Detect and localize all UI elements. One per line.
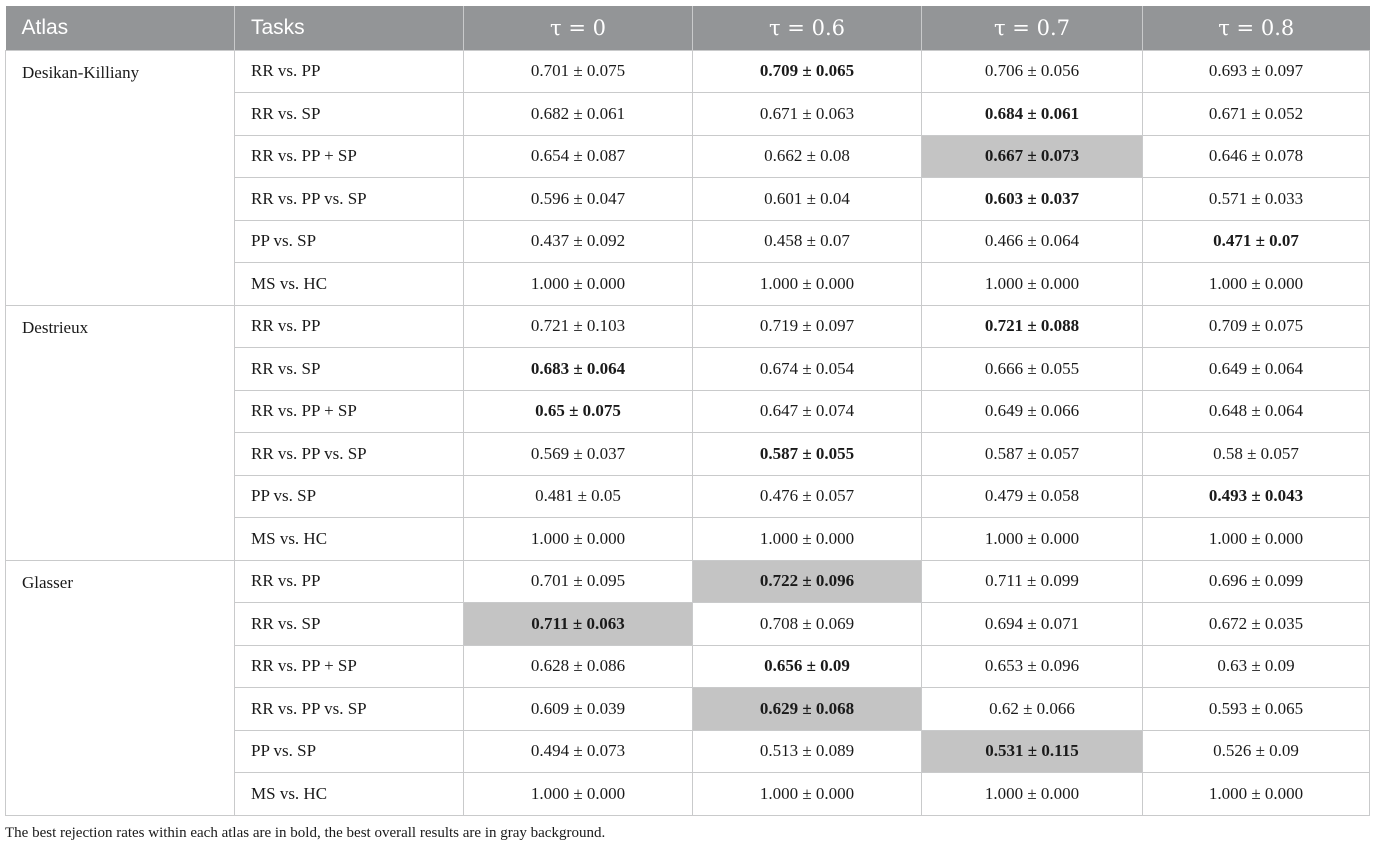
value-cell: 0.476 ± 0.057 — [693, 475, 922, 518]
value-cell: 1.000 ± 0.000 — [1143, 518, 1370, 561]
header-tau-0-8: τ = 0.8 — [1143, 6, 1370, 50]
task-cell: RR vs. PP — [235, 50, 464, 93]
value-cell: 0.494 ± 0.073 — [464, 730, 693, 773]
value-cell: 1.000 ± 0.000 — [1143, 263, 1370, 306]
table-row — [6, 50, 1370, 93]
value-cell: 0.656 ± 0.09 — [693, 645, 922, 688]
value-cell: 0.672 ± 0.035 — [1143, 603, 1370, 646]
header-tau-0-7: τ = 0.7 — [922, 6, 1143, 50]
value-cell: 0.667 ± 0.073 — [922, 135, 1143, 178]
value-cell: 0.696 ± 0.099 — [1143, 560, 1370, 603]
value-cell: 1.000 ± 0.000 — [922, 518, 1143, 561]
value-cell: 0.721 ± 0.088 — [922, 305, 1143, 348]
task-cell: MS vs. HC — [235, 263, 464, 306]
table-header — [6, 6, 1370, 50]
task-cell: PP vs. SP — [235, 475, 464, 518]
task-cell: RR vs. PP vs. SP — [235, 433, 464, 476]
header-row — [6, 6, 1370, 50]
value-cell: 1.000 ± 0.000 — [922, 773, 1143, 816]
value-cell: 0.671 ± 0.063 — [693, 93, 922, 136]
value-cell: 0.674 ± 0.054 — [693, 348, 922, 391]
value-cell: 1.000 ± 0.000 — [464, 263, 693, 306]
task-cell: MS vs. HC — [235, 518, 464, 561]
task-cell: RR vs. PP + SP — [235, 645, 464, 688]
value-cell: 0.587 ± 0.055 — [693, 433, 922, 476]
task-cell: RR vs. PP — [235, 305, 464, 348]
value-cell: 0.481 ± 0.05 — [464, 475, 693, 518]
task-cell: RR vs. PP — [235, 560, 464, 603]
value-cell: 0.683 ± 0.064 — [464, 348, 693, 391]
value-cell: 0.458 ± 0.07 — [693, 220, 922, 263]
value-cell: 0.471 ± 0.07 — [1143, 220, 1370, 263]
value-cell: 1.000 ± 0.000 — [464, 518, 693, 561]
value-cell: 0.609 ± 0.039 — [464, 688, 693, 731]
table-body — [6, 50, 1370, 815]
header-atlas: Atlas — [6, 6, 235, 50]
value-cell: 1.000 ± 0.000 — [922, 263, 1143, 306]
value-cell: 0.649 ± 0.066 — [922, 390, 1143, 433]
value-cell: 0.646 ± 0.078 — [1143, 135, 1370, 178]
value-cell: 0.666 ± 0.055 — [922, 348, 1143, 391]
table-footnote: The best rejection rates within each atlas are in bold, the best overall results are in gray background. — [5, 825, 606, 841]
value-cell: 0.648 ± 0.064 — [1143, 390, 1370, 433]
value-cell: 0.649 ± 0.064 — [1143, 348, 1370, 391]
value-cell: 0.65 ± 0.075 — [464, 390, 693, 433]
value-cell: 0.694 ± 0.071 — [922, 603, 1143, 646]
value-cell: 0.662 ± 0.08 — [693, 135, 922, 178]
value-cell: 0.671 ± 0.052 — [1143, 93, 1370, 136]
value-cell: 0.601 ± 0.04 — [693, 178, 922, 221]
value-cell: 0.722 ± 0.096 — [693, 560, 922, 603]
value-cell: 0.628 ± 0.086 — [464, 645, 693, 688]
value-cell: 0.721 ± 0.103 — [464, 305, 693, 348]
header-tau-0-6: τ = 0.6 — [693, 6, 922, 50]
task-cell: MS vs. HC — [235, 773, 464, 816]
task-cell: RR vs. PP vs. SP — [235, 178, 464, 221]
value-cell: 0.647 ± 0.074 — [693, 390, 922, 433]
results-table — [5, 6, 1370, 816]
atlas-name-cell: Desikan-Killiany — [6, 50, 235, 305]
value-cell: 1.000 ± 0.000 — [693, 518, 922, 561]
value-cell: 0.531 ± 0.115 — [922, 730, 1143, 773]
header-tau-0: τ = 0 — [464, 6, 693, 50]
value-cell: 0.596 ± 0.047 — [464, 178, 693, 221]
value-cell: 0.629 ± 0.068 — [693, 688, 922, 731]
value-cell: 0.587 ± 0.057 — [922, 433, 1143, 476]
value-cell: 0.526 ± 0.09 — [1143, 730, 1370, 773]
value-cell: 0.701 ± 0.095 — [464, 560, 693, 603]
value-cell: 0.493 ± 0.043 — [1143, 475, 1370, 518]
task-cell: RR vs. SP — [235, 348, 464, 391]
task-cell: RR vs. SP — [235, 93, 464, 136]
task-cell: PP vs. SP — [235, 730, 464, 773]
header-tasks: Tasks — [235, 6, 464, 50]
table-row — [6, 560, 1370, 603]
value-cell: 0.682 ± 0.061 — [464, 93, 693, 136]
results-table-container — [5, 6, 1369, 816]
value-cell: 0.593 ± 0.065 — [1143, 688, 1370, 731]
value-cell: 0.654 ± 0.087 — [464, 135, 693, 178]
value-cell: 1.000 ± 0.000 — [693, 263, 922, 306]
value-cell: 0.569 ± 0.037 — [464, 433, 693, 476]
value-cell: 0.603 ± 0.037 — [922, 178, 1143, 221]
value-cell: 0.709 ± 0.075 — [1143, 305, 1370, 348]
value-cell: 0.709 ± 0.065 — [693, 50, 922, 93]
value-cell: 0.479 ± 0.058 — [922, 475, 1143, 518]
value-cell: 0.706 ± 0.056 — [922, 50, 1143, 93]
value-cell: 1.000 ± 0.000 — [464, 773, 693, 816]
atlas-name-cell: Destrieux — [6, 305, 235, 560]
value-cell: 0.711 ± 0.099 — [922, 560, 1143, 603]
task-cell: RR vs. PP + SP — [235, 390, 464, 433]
task-cell: PP vs. SP — [235, 220, 464, 263]
value-cell: 0.571 ± 0.033 — [1143, 178, 1370, 221]
value-cell: 0.701 ± 0.075 — [464, 50, 693, 93]
value-cell: 0.708 ± 0.069 — [693, 603, 922, 646]
value-cell: 0.693 ± 0.097 — [1143, 50, 1370, 93]
value-cell: 1.000 ± 0.000 — [693, 773, 922, 816]
value-cell: 0.653 ± 0.096 — [922, 645, 1143, 688]
value-cell: 0.62 ± 0.066 — [922, 688, 1143, 731]
value-cell: 1.000 ± 0.000 — [1143, 773, 1370, 816]
task-cell: RR vs. SP — [235, 603, 464, 646]
value-cell: 0.466 ± 0.064 — [922, 220, 1143, 263]
value-cell: 0.513 ± 0.089 — [693, 730, 922, 773]
value-cell: 0.437 ± 0.092 — [464, 220, 693, 263]
value-cell: 0.684 ± 0.061 — [922, 93, 1143, 136]
value-cell: 0.63 ± 0.09 — [1143, 645, 1370, 688]
task-cell: RR vs. PP vs. SP — [235, 688, 464, 731]
atlas-name-cell: Glasser — [6, 560, 235, 815]
value-cell: 0.711 ± 0.063 — [464, 603, 693, 646]
value-cell: 0.58 ± 0.057 — [1143, 433, 1370, 476]
task-cell: RR vs. PP + SP — [235, 135, 464, 178]
table-row — [6, 305, 1370, 348]
value-cell: 0.719 ± 0.097 — [693, 305, 922, 348]
